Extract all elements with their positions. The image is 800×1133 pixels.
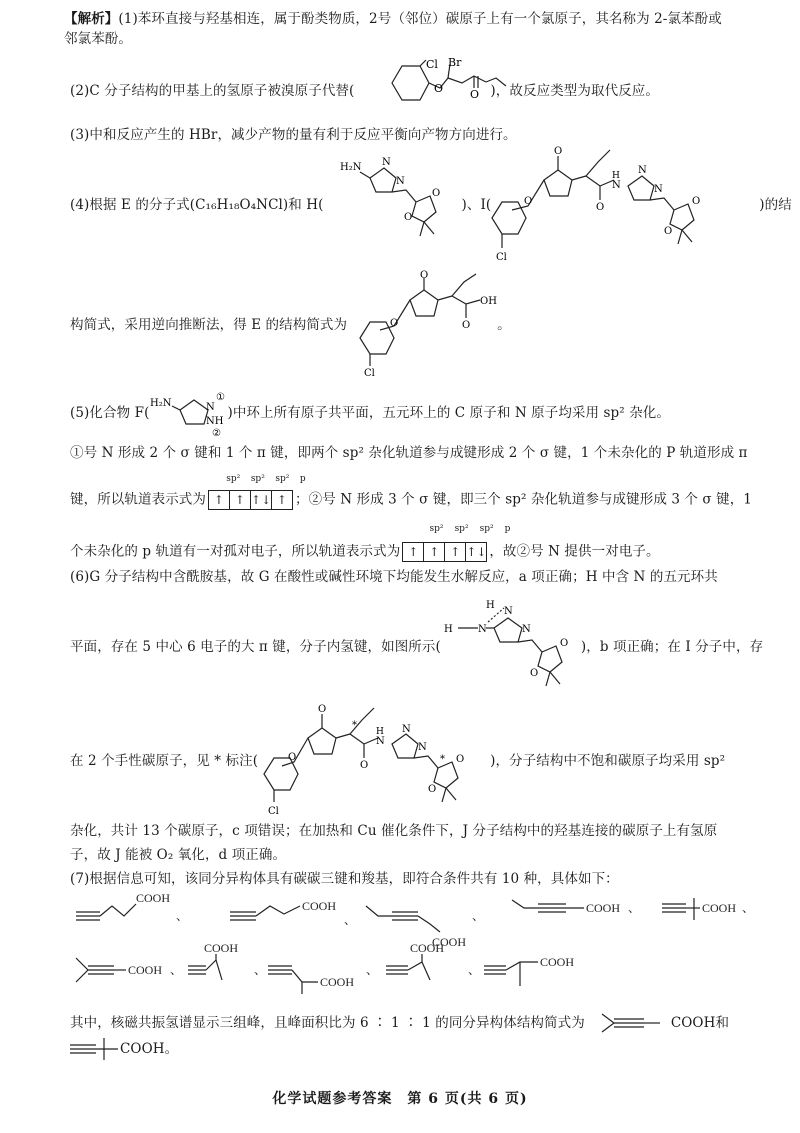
orbital-diagram-2: ↑ ↑ ↑ ↑↓	[402, 542, 487, 562]
svg-text:N: N	[654, 184, 663, 195]
svg-text:COOH: COOH	[702, 901, 737, 915]
text: 邻氯苯酚。	[64, 31, 132, 47]
svg-text:*: *	[440, 754, 445, 765]
paragraph-5-line-4	[70, 542, 760, 562]
svg-text:、: 、	[472, 909, 485, 923]
svg-text:COOH: COOH	[320, 975, 355, 989]
text: 杂化，共计 13 个碳原子，c 项错误；在加热和 Cu 催化条件下，J 分子结构中的羟基连接的碳原子上有氢原	[70, 823, 718, 839]
svg-text:、: 、	[742, 901, 755, 915]
svg-text:O: O	[428, 784, 437, 795]
molecule-h-hydrogen-bond	[444, 596, 584, 696]
text: )，b 项正确；在 I 分子中，存	[580, 639, 764, 655]
svg-text:N: N	[478, 624, 487, 635]
orbital-labels-1: sp² sp² sp² p	[226, 474, 306, 484]
molecule-i-chiral	[268, 692, 508, 822]
svg-text:O: O	[554, 146, 563, 157]
svg-text:N: N	[418, 742, 427, 753]
text: ；②号 N 形成 3 个 σ 键，即三个 sp² 杂化轨道参与成键形成 3 个 σ 键，1	[295, 491, 752, 508]
svg-text:①: ①	[216, 392, 225, 403]
svg-text:N: N	[376, 736, 385, 747]
text: ①号 N 形成 2 个 σ 键和 1 个 π 键，即两个 sp² 杂化轨道参与成键形成 2 个 σ 键，1 个未杂化的 P 轨道形成 π	[70, 445, 748, 461]
orbital-labels-2: sp² sp² sp² p	[429, 524, 511, 534]
svg-text:O: O	[360, 760, 369, 771]
svg-text:COOH: COOH	[302, 899, 337, 913]
paragraph-6-line-2	[70, 638, 764, 656]
svg-text:、: 、	[468, 963, 481, 977]
cooh-text: COOH	[120, 1041, 165, 1057]
answer-isomer-1	[600, 1008, 680, 1038]
svg-text:、: 、	[176, 909, 189, 923]
paragraph-5-line-3	[70, 490, 760, 510]
svg-text:N: N	[612, 180, 621, 191]
text: 个未杂化的 p 轨道有一对孤对电子，所以轨道表示式为	[70, 543, 401, 560]
text: )的结	[759, 197, 792, 213]
text: (7)根据信息可知，该同分异构体具有碳碳三键和羧基，即符合条件共有 10 种，具体如下：	[70, 871, 619, 887]
svg-text:H₂N: H₂N	[340, 162, 362, 173]
cooh-text: COOH	[670, 1015, 716, 1031]
text: 构简式，采用逆向推断法，得 E 的结构简式为	[70, 317, 348, 333]
svg-text:O: O	[664, 226, 673, 237]
svg-text:N: N	[396, 176, 405, 187]
svg-text:COOH: COOH	[410, 941, 445, 955]
text: (5)化合物 F(	[70, 405, 150, 421]
text: (6)G 分子结构中含酰胺基，故 G 在酸性或碱性环境下均能发生水解反应，a 项正确；H 中含 N 的五元环共	[70, 569, 718, 585]
svg-text:、: 、	[366, 963, 379, 977]
paragraph-8-line-2	[70, 1040, 760, 1058]
text: ，故②号 N 提供一对电子。	[489, 543, 660, 560]
text: 。	[164, 1041, 179, 1057]
svg-text:COOH: COOH	[136, 891, 171, 905]
svg-text:H: H	[612, 171, 620, 181]
svg-text:、: 、	[628, 901, 641, 915]
text: 子，故 J 能被 O₂ 氧化，d 项正确。	[70, 847, 287, 863]
svg-text:H: H	[376, 727, 384, 737]
svg-text:Cl: Cl	[268, 806, 279, 817]
orbital-diagram-1: ↑ ↑ ↑↓ ↑	[208, 490, 293, 510]
paragraph-6-line-1	[70, 568, 760, 586]
svg-text:COOH: COOH	[586, 901, 621, 915]
analysis-tag: 【解析】	[64, 11, 119, 27]
text: 在 2 个手性碳原子，见 * 标注(	[70, 753, 259, 769]
svg-text:O: O	[432, 188, 441, 199]
svg-text:O: O	[390, 318, 399, 329]
paragraph-7	[70, 870, 760, 888]
paragraph-5-line-2	[70, 444, 760, 462]
svg-text:COOH: COOH	[128, 963, 163, 977]
text: 平面，存在 5 中心 6 电子的大 π 键，分子内氢键，如图所示(	[70, 639, 441, 655]
br-label: Br	[448, 56, 462, 69]
svg-text:COOH: COOH	[432, 935, 467, 949]
paragraph-6-line-4	[70, 822, 760, 840]
svg-text:O: O	[524, 196, 533, 207]
svg-text:O: O	[420, 270, 429, 281]
molecule-bromo-ester	[382, 58, 522, 108]
svg-text:O: O	[318, 704, 327, 715]
text: 键，所以轨道表示式为	[70, 491, 206, 508]
svg-text:O: O	[404, 212, 413, 223]
paragraph-6-line-5	[70, 846, 760, 864]
svg-text:*: *	[352, 720, 357, 731]
text: )，故反应类型为取代反应。	[490, 83, 659, 99]
answer-isomer-2	[70, 1034, 130, 1064]
text: )、I(	[461, 197, 492, 213]
text: )，分子结构中不饱和碳原子均采用 sp²	[490, 753, 726, 769]
svg-text:O: O	[470, 88, 480, 101]
page-footer: 化学试题参考答案 第 6 页(共 6 页)	[272, 1091, 528, 1107]
svg-text:N: N	[206, 402, 215, 413]
svg-text:、: 、	[170, 963, 183, 977]
svg-text:、: 、	[344, 913, 357, 927]
svg-text:O: O	[560, 638, 569, 649]
svg-text:H: H	[444, 624, 453, 635]
svg-text:O: O	[462, 320, 471, 331]
svg-text:O: O	[288, 752, 297, 763]
svg-text:Cl: Cl	[496, 252, 507, 263]
svg-text:N: N	[382, 157, 391, 168]
svg-text:NH: NH	[206, 416, 224, 427]
svg-text:OH: OH	[480, 296, 497, 307]
isomer-list	[76, 890, 756, 1000]
svg-text:O: O	[456, 754, 465, 765]
svg-text:O: O	[692, 196, 701, 207]
svg-text:O: O	[434, 82, 444, 95]
molecule-e	[354, 270, 514, 380]
svg-text:N: N	[402, 724, 411, 735]
molecule-h	[340, 150, 480, 250]
cl-label: Cl	[426, 58, 438, 71]
svg-text:Cl: Cl	[364, 368, 375, 379]
paragraph-1-line-1	[64, 10, 760, 28]
text: )中环上所有原子共平面，五元环上的 C 原子和 N 原子均采用 sp² 杂化。	[227, 405, 670, 421]
text: (4)根据 E 的分子式(C₁₆H₁₈O₄NCl)和 H(	[70, 197, 324, 213]
svg-text:O: O	[530, 668, 539, 679]
text: (3)中和反应产生的 HBr，减少产物的量有利于反应平衡向产物方向进行。	[70, 127, 517, 143]
text: 其中，核磁共振氢谱显示三组峰，且峰面积比为 6 ∶ 1 ∶ 1 的同分异构体结构简式为	[70, 1015, 585, 1031]
svg-text:②: ②	[212, 428, 221, 439]
svg-text:N: N	[638, 165, 647, 176]
svg-text:N: N	[504, 606, 513, 617]
svg-text:H: H	[486, 600, 495, 611]
molecule-i	[482, 140, 752, 270]
svg-text:COOH: COOH	[204, 941, 239, 955]
text: 。	[497, 317, 511, 333]
paragraph-1-line-2	[64, 30, 760, 48]
text: (1)苯环直接与羟基相连，属于酚类物质，2号（邻位）碳原子上有一个氯原子，其名称为 2-氯苯酚或	[118, 11, 722, 27]
molecule-f	[150, 388, 240, 438]
svg-text:O: O	[596, 202, 605, 213]
svg-text:、: 、	[254, 963, 267, 977]
svg-text:N: N	[522, 624, 531, 635]
text: 和	[715, 1015, 730, 1031]
text: (2)C 分子结构的甲基上的氢原子被溴原子代替(	[70, 83, 355, 99]
svg-text:COOH: COOH	[540, 955, 575, 969]
svg-text:H₂N: H₂N	[150, 398, 172, 409]
